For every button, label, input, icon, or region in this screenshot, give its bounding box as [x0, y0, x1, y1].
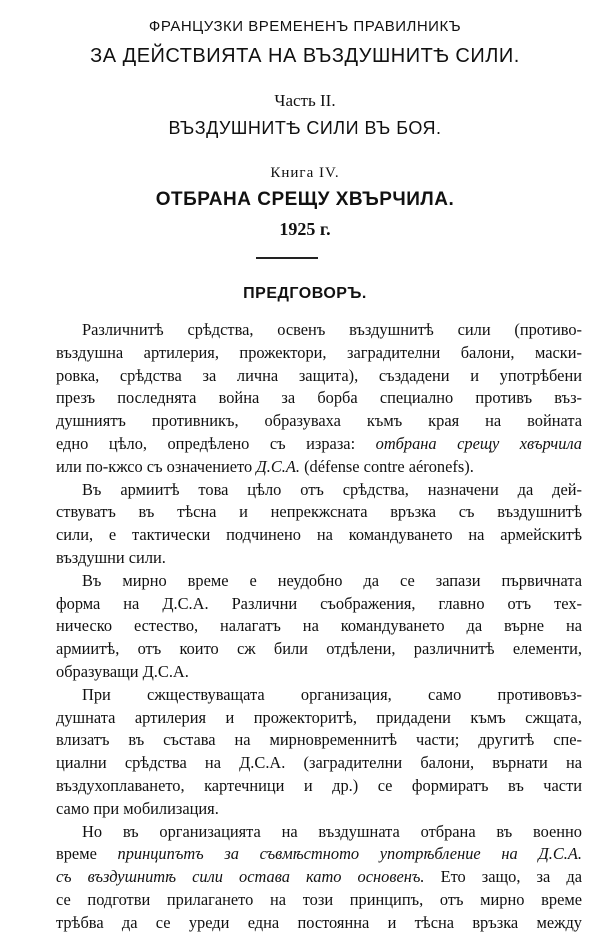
- text-line: Въ армиитѣ това цѣло отъ срѣдства, назначени да дей-: [82, 479, 582, 499]
- section-title: ПРЕДГОВОРЪ.: [243, 285, 367, 302]
- book-title: ОТБРАНА СРЕЩУ ХВЪРЧИЛА.: [155, 189, 455, 210]
- italic-principle: принципътъ за съвмѣстното употрѣбление на Д.С.А.: [117, 844, 582, 864]
- italic-term: отбрана срещу хвърчила: [375, 433, 582, 453]
- text-line: циални срѣдства на Д.С.А. (заградителни балони, върнати на: [56, 753, 582, 773]
- text-line: въздушна артилерия, прожектори, заградителни балони, маски-: [56, 342, 582, 362]
- text-line: ровка, срѣдства за лична защита), създадени и употрѣбени: [56, 365, 582, 385]
- text-line: душната артилерия и прожекторитѣ, придадени къмъ сжщата,: [56, 707, 582, 727]
- text-line-mixed: [56, 456, 582, 479]
- text-fragment: Ето защо, за да: [424, 867, 582, 887]
- text-line: въздухоплаването, картечници и др.) се формиратъ въ части: [56, 775, 582, 795]
- text-fragment: или по-кжсо съ означението: [56, 456, 257, 476]
- text-line-mixed: [56, 843, 582, 866]
- text-fragment: едно цѣло, опредѣлено съ израза:: [56, 433, 376, 453]
- text-line: ническо естество, налагатъ на командуването да върне на: [56, 616, 582, 636]
- text-line: Въ мирно време е неудобно да се запази първичната: [82, 570, 582, 590]
- text-line-mixed: [56, 433, 582, 456]
- text-fragment: (défense contre aéronefs).: [299, 456, 474, 476]
- text-line: Различнитѣ срѣдства, освенъ въздушнитѣ сили (противо-: [82, 320, 582, 339]
- part-number: Часть II.: [274, 91, 336, 110]
- text-line: трѣбва да се уреди една постоянна и тѣсна връзка между: [56, 912, 582, 932]
- italic-abbreviation: Д.С.А.: [256, 456, 300, 476]
- text-line: презъ последнята война за борба специално противъ въз-: [56, 388, 582, 408]
- regulation-title: ФРАНЦУЗКИ ВРЕМЕНЕНЪ ПРАВИЛНИКЪ: [148, 18, 462, 35]
- body-text: [56, 319, 582, 935]
- year: 1925 г.: [279, 219, 331, 239]
- text-line: Но въ организацията на въздушната отбрана въ военно: [82, 821, 582, 841]
- regulation-subtitle: ЗА ДЕЙСТВИЯТА НА ВЪЗДУШНИТѢ СИЛИ.: [90, 45, 520, 67]
- text-line-mixed: [56, 866, 582, 889]
- text-line: влизатъ въ състава на мирновременнитѣ части; другитѣ спе-: [56, 730, 582, 750]
- text-line: душниятъ противникъ, образуваха къмъ края на войната: [56, 411, 582, 431]
- text-line: само при мобилизация.: [56, 798, 219, 818]
- text-line: форма на Д.С.А. Различни съображения, главно отъ тех-: [56, 593, 582, 613]
- book-number: Книга IV.: [270, 165, 340, 181]
- italic-principle: съ въздушнитѣ сили остава като основенъ.: [56, 867, 425, 887]
- text-line: При сжществуващата организация, само противовъз-: [82, 684, 582, 704]
- text-line: се подготви прилагането на този принципъ, отъ мирно време: [56, 889, 582, 909]
- part-title: ВЪЗДУШНИТѢ СИЛИ ВЪ БОЯ.: [168, 118, 442, 138]
- text-line: сили, е тактически подчинено на командуването на армейскитѣ: [56, 525, 582, 545]
- text-line: армиитѣ, отъ които сж били отдѣлени, различнитѣ елементи,: [56, 639, 582, 659]
- divider: [256, 257, 318, 259]
- text-fragment: време: [56, 844, 118, 864]
- text-line: образуващи Д.С.А.: [56, 661, 189, 681]
- text-line: ствуватъ въ тѣсна и непрекжсната връзка съ въздушнитѣ: [56, 502, 582, 522]
- text-line: въздушни сили.: [56, 547, 166, 567]
